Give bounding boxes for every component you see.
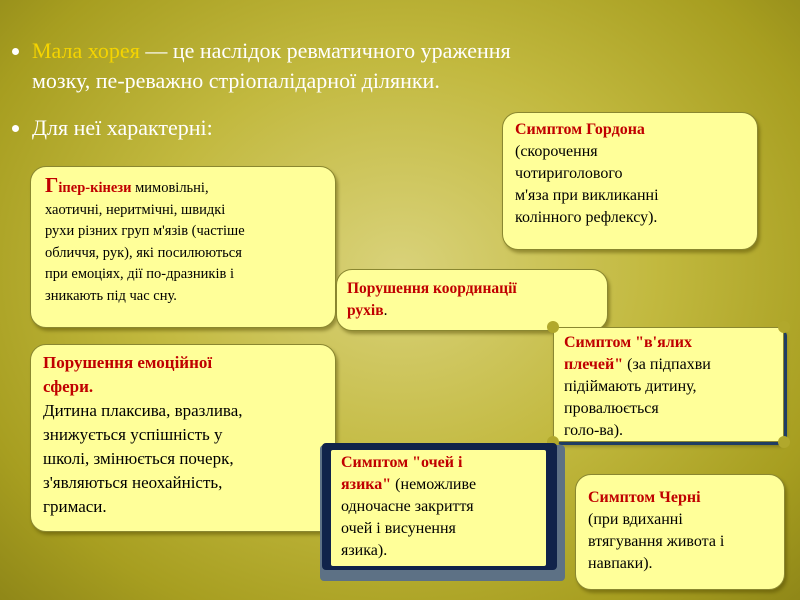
eyes-line: язика). xyxy=(341,542,388,559)
bullet-dot-icon xyxy=(12,125,19,132)
characteristic-text: Для неї характерні: xyxy=(32,115,213,140)
bullet-characteristic xyxy=(12,113,412,145)
box-coordination xyxy=(336,269,608,331)
box-eyes-tongue xyxy=(331,450,546,566)
emotion-title-line-2: сфери. xyxy=(43,377,94,396)
bullet-intro-text xyxy=(32,36,722,96)
cherni-line: навпаки). xyxy=(588,555,653,572)
eyes-title-line-1: Симптом "очей і xyxy=(341,454,463,471)
eyes-title-line-2: язика" xyxy=(341,476,392,493)
intro-line-2: мозку, пе-реважно стріопалідарної ділянки. xyxy=(32,68,440,93)
coordination-suffix: . xyxy=(383,302,388,319)
shoulders-line: голо-ва). xyxy=(564,422,624,439)
hyper-first-line xyxy=(45,175,321,200)
corner-notch-decoration xyxy=(778,321,790,333)
hyper-line: хаотичні, неритмічні, швидкі xyxy=(45,201,226,218)
emotion-line: гримаси. xyxy=(43,497,107,516)
hyper-line: зникають під час сну. xyxy=(45,287,177,304)
box-hyperkinesis xyxy=(30,166,336,328)
shoulders-title-line-1: Симптом "в'ялих xyxy=(564,334,692,351)
term-mala-khoreia: Мала хорея xyxy=(32,38,140,63)
corner-notch-decoration xyxy=(778,436,790,448)
box-emotional-sphere xyxy=(30,344,336,532)
eyes-line-2 xyxy=(341,474,536,496)
cherni-title: Симптом Черні xyxy=(588,489,701,506)
emotion-line: школі, змінюється почерк, xyxy=(43,449,234,468)
hyper-line: мимовільні, xyxy=(131,180,209,196)
shoulders-line: провалюється xyxy=(564,400,659,417)
bullet-dot-icon xyxy=(12,48,19,55)
shoulders-title-line-2: плечей" xyxy=(564,356,624,373)
gordon-line: чотириголового xyxy=(515,165,623,182)
gordon-line: м'яза при викликанні xyxy=(515,187,659,204)
box-cherni-symptom xyxy=(575,474,785,590)
shoulders-line: підіймають дитину, xyxy=(564,378,697,395)
eyes-line: одночасне закриття xyxy=(341,498,474,515)
intro-line-1: — це наслідок ревматичного ураження xyxy=(139,38,511,63)
emotion-line: Дитина плаксива, вразлива, xyxy=(43,401,243,420)
coordination-line-2: рухів xyxy=(347,302,384,319)
hyper-title-rest: іпер-кінези xyxy=(58,180,132,196)
hyper-line: при емоціях, дії по-дразників і xyxy=(45,266,234,282)
coordination-line-2-wrap xyxy=(347,300,597,322)
gordon-line: (скорочення xyxy=(515,143,598,160)
hyper-title-first-letter: Г xyxy=(45,173,59,197)
eyes-line: очей і висунення xyxy=(341,520,456,537)
box-shoulders-wrap xyxy=(553,327,784,442)
gordon-line: колінного рефлексу). xyxy=(515,209,658,226)
cherni-line: втягування живота і xyxy=(588,533,725,550)
coordination-line-1: Порушення координації xyxy=(347,280,517,297)
corner-notch-decoration xyxy=(547,321,559,333)
shoulders-line-2-rest: (за підпахви xyxy=(623,356,711,373)
shoulders-line-2 xyxy=(564,354,773,376)
bullet-intro xyxy=(12,36,732,106)
box-gordon-symptom xyxy=(502,112,758,250)
hyper-line: рухи різних груп м'язів (частіше xyxy=(45,223,245,239)
box-flabby-shoulders xyxy=(553,327,784,442)
emotion-title-line-1: Порушення емоційної xyxy=(43,353,213,372)
hyper-line: обличчя, рук), які посилюються xyxy=(45,244,242,261)
cherni-line: (при вдиханні xyxy=(588,511,683,528)
emotion-line: з'являються неохайність, xyxy=(43,473,223,492)
gordon-title: Симптом Гордона xyxy=(515,121,645,138)
emotion-line: знижується успішність у xyxy=(43,425,223,444)
eyes-line-2-rest: (неможливе xyxy=(391,476,477,493)
